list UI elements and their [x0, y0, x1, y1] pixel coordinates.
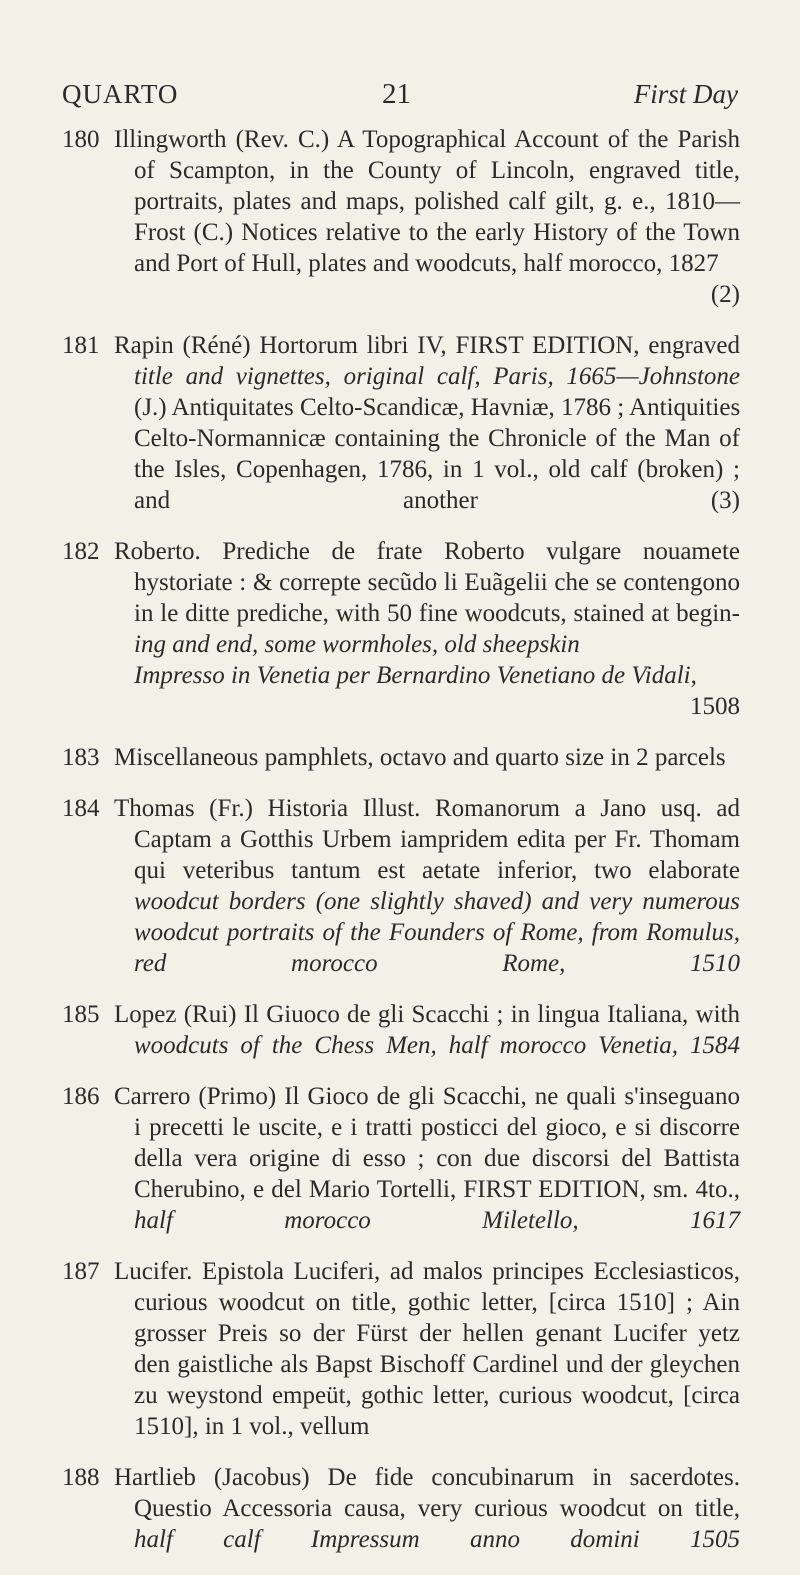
entry-line: red morocco Rome, 1510 [134, 950, 740, 977]
entry-line: half morocco Miletello, 1617 [134, 1207, 740, 1234]
entry-line: 1510], in 1 vol., vellum [134, 1413, 370, 1440]
catalogue-entry [0, 330, 800, 516]
running-head [62, 74, 738, 114]
entry-line: of Scampton, in the County of Lincoln, engraved title, [134, 157, 740, 184]
lot-number: 180 [62, 126, 100, 153]
entry-description [114, 1256, 740, 1442]
catalogue-entry [0, 536, 800, 722]
entry-line: and Port of Hull, plates and woodcuts, half morocco, 1827 [134, 250, 719, 277]
entry-line: Frost (C.) Notices relative to the early History of the Town [134, 219, 740, 246]
entry-line: della vera origine di esso ; con due discorsi del Battista [134, 1145, 740, 1172]
entry-line: Questio Accessoria causa, very curious woodcut on title, [134, 1495, 740, 1522]
section-label: QUARTO [62, 79, 179, 109]
entry-line: (J.) Antiquitates Celto-Scandicæ, Havniæ, 1786 ; Antiquities [134, 394, 741, 421]
entry-line: half calf Impressum anno domini 1505 [134, 1526, 740, 1553]
catalogue-entry [0, 124, 800, 310]
entry-line: grosser Preis so der Fürst der hellen genant Lucifer yetz [134, 1320, 740, 1347]
entry-line: ing and end, some wormholes, old sheepskin [134, 631, 580, 658]
lot-number: 187 [62, 1258, 100, 1285]
entry-description [114, 124, 740, 310]
entry-line: Lopez (Rui) Il Giuoco de gli Scacchi ; in lingua Italiana, with [114, 1001, 740, 1028]
entry-line: (2) [710, 281, 740, 308]
entry-line: title and vignettes, original calf, Paris, 1665—Johnstone [134, 363, 740, 390]
entry-line: Carrero (Primo) Il Gioco de gli Scacchi, ne quali s'inseguano [114, 1083, 740, 1110]
entry-description [114, 999, 740, 1061]
entry-line: Hartlieb (Jacobus) De fide concubinarum in sacerdotes. [114, 1464, 740, 1491]
entry-description [114, 793, 740, 979]
catalogue-entry [0, 1081, 800, 1236]
entry-line: Impresso in Venetia per Bernardino Venetiano de Vidali, [134, 662, 697, 689]
entry-line: in le ditte prediche, with 50 fine woodcuts, stained at begin- [134, 600, 740, 627]
entry-line: Captam a Gotthis Urbem iampridem edita per Fr. Thomam [134, 826, 740, 853]
entry-description [114, 330, 741, 516]
entry-line: 1508 [690, 693, 740, 720]
entry-line: Celto-Normannicæ containing the Chronicle of the Man of [134, 425, 740, 452]
entry-line: Lucifer. Epistola Luciferi, ad malos principes Ecclesiasticos, [114, 1258, 740, 1285]
entry-line: zu weystond empeüt, gothic letter, curious woodcut, [circa [134, 1382, 740, 1409]
lot-number: 184 [62, 795, 100, 822]
entry-line: woodcut portraits of the Founders of Rome, from Romulus, [134, 919, 740, 946]
catalogue-entry [0, 1462, 800, 1555]
entry-description [114, 1081, 740, 1236]
page-number: 21 [382, 78, 411, 110]
sale-day-label: First Day [633, 79, 738, 109]
lot-number: 183 [62, 744, 100, 771]
catalogue-entries [0, 124, 800, 1575]
entry-line: Thomas (Fr.) Historia Illust. Romanorum a Jano usq. ad [114, 795, 740, 822]
catalogue-entry [0, 999, 800, 1061]
lot-number: 181 [62, 332, 100, 359]
entry-description [114, 742, 740, 773]
entry-line: woodcuts of the Chess Men, half morocco Venetia, 1584 [134, 1032, 740, 1059]
entry-line: i precetti le uscite, e i tratti posticci del gioco, e si discorre [134, 1114, 740, 1141]
entry-line: Roberto. Prediche de frate Roberto vulgare nouamete [114, 538, 740, 565]
catalogue-entry [0, 742, 800, 773]
lot-number: 188 [62, 1464, 100, 1491]
catalogue-entry [0, 793, 800, 979]
entry-line: curious woodcut on title, gothic letter, [circa 1510] ; Ain [134, 1289, 740, 1316]
entry-line: den gaistliche als Bapst Bischoff Cardinel und der gleychen [134, 1351, 740, 1378]
entry-line: portraits, plates and maps, polished calf gilt, g. e., 1810— [134, 188, 740, 215]
lot-number: 185 [62, 1001, 100, 1028]
entry-description [114, 536, 740, 722]
entry-line: the Isles, Copenhagen, 1786, in 1 vol., old calf (broken) ; [134, 456, 740, 483]
entry-line: hystoriate : & correpte secũdo li Euãgelii che se contengono [134, 569, 740, 596]
lot-number: 186 [62, 1083, 100, 1110]
entry-line: Rapin (Réné) Hortorum libri IV, FIRST EDITION, engraved [114, 332, 740, 359]
entry-line: Illingworth (Rev. C.) A Topographical Account of the Parish [114, 126, 740, 153]
lot-number: 182 [62, 538, 100, 565]
entry-line: woodcut borders (one slightly shaved) and very numerous [134, 888, 740, 915]
entry-line: and another (3) [134, 487, 740, 514]
entry-line: Miscellaneous pamphlets, octavo and quarto size in 2 parcels [114, 744, 726, 771]
entry-line: Cherubino, e del Mario Tortelli, FIRST EDITION, sm. 4to., [134, 1176, 740, 1203]
entry-line: qui veteribus tantum est aetate inferior, two elaborate [134, 857, 740, 884]
catalogue-entry [0, 1256, 800, 1442]
entry-description [114, 1462, 740, 1555]
